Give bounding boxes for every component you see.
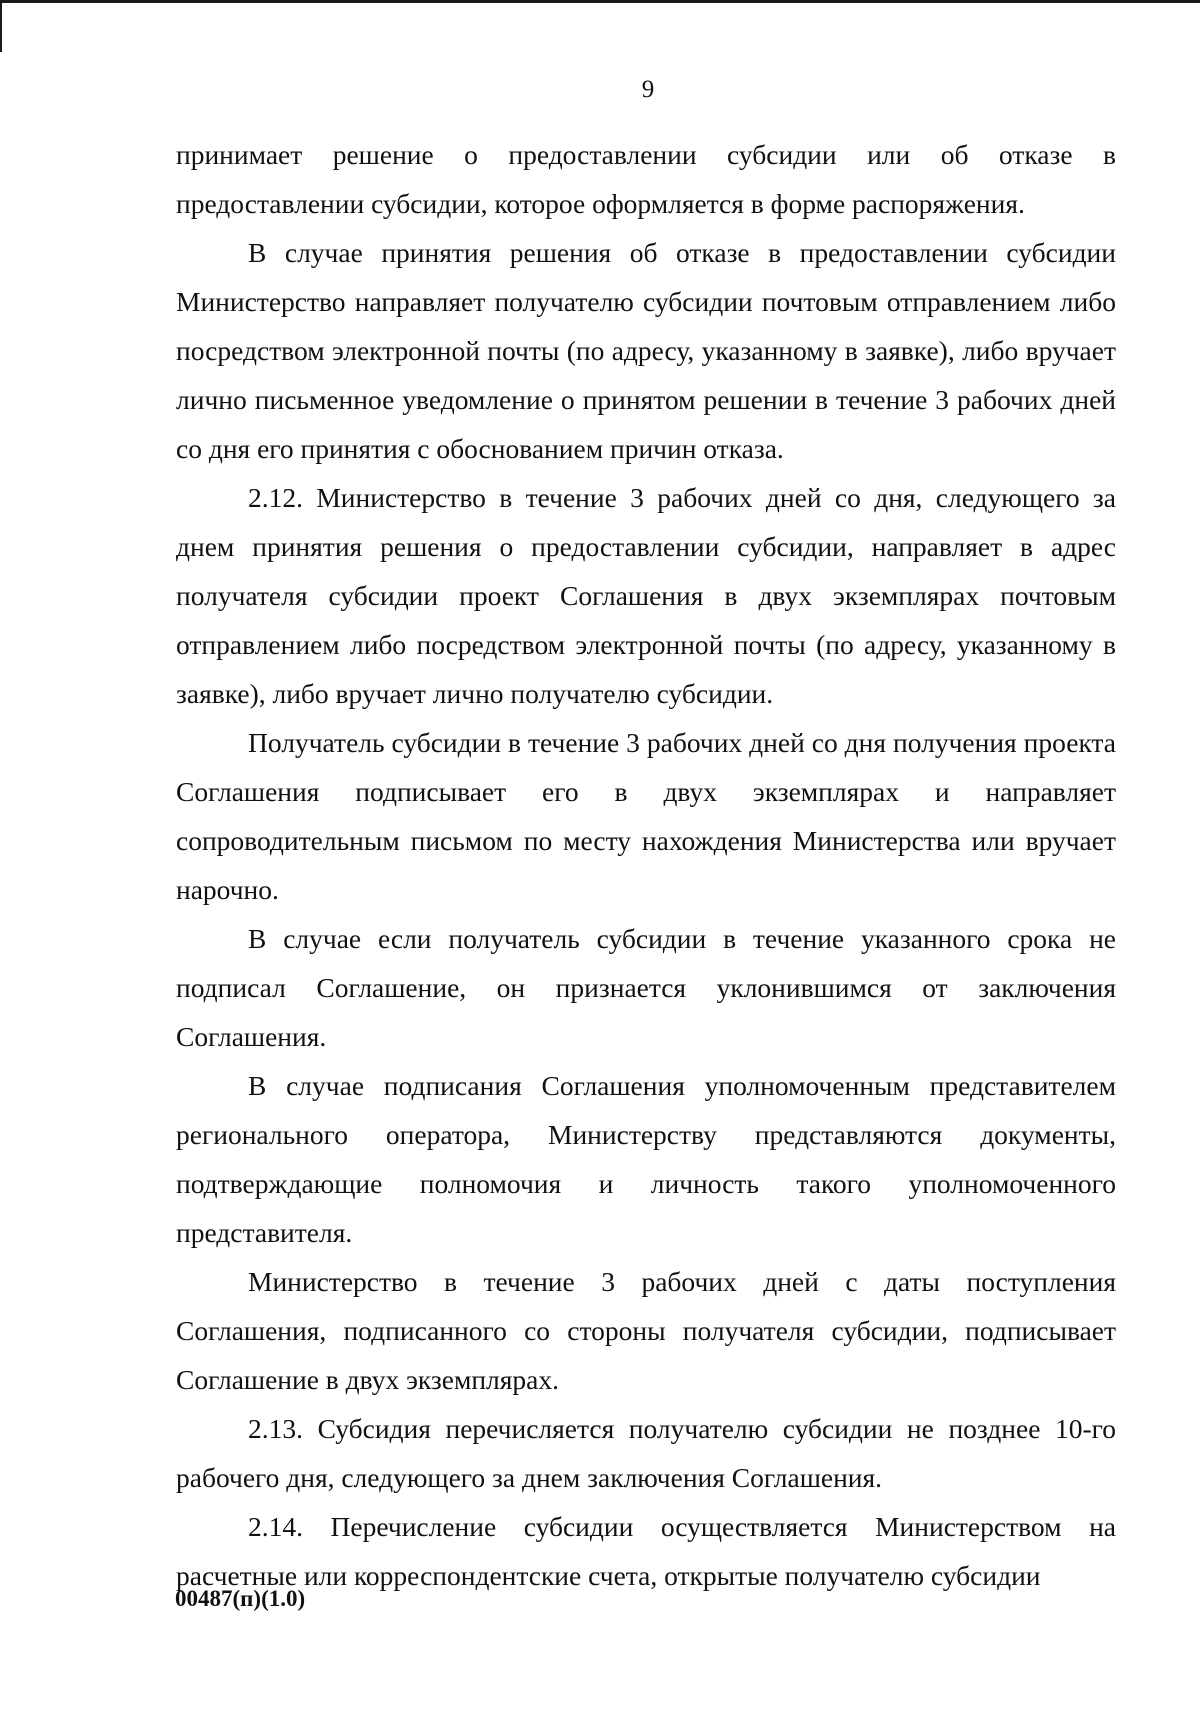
paragraph-representative: В случае подписания Соглашения уполномоченным представителем регионального оператора, Министерству представляются документы, подтверждающие полномочия и личность такого уполномоченного представителя. — [176, 1070, 1116, 1248]
paragraph-2-13: 2.13. Субсидия перечисляется получателю субсидии не позднее 10-го рабочего дня, следующего за днем заключения Соглашения. — [176, 1413, 1116, 1493]
scan-top-edge — [0, 0, 1200, 3]
paragraph-ministry-signing: Министерство в течение 3 рабочих дней с даты поступления Соглашения, подписанного со стороны получателя субсидии, подписывает Соглашение в двух экземплярах. — [176, 1266, 1116, 1395]
paragraph-2-12: 2.12. Министерство в течение 3 рабочих дней со дня, следующего за днем принятия решения о предоставлении субсидии, направляет в адрес получателя субсидии проект Соглашения в двух экземплярах почтовым отправлением либо посредством электронной почты (по адресу, указанному в заявке), либо вручает лично получателю субсидии. — [176, 482, 1116, 709]
paragraph-refusal-notice: В случае принятия решения об отказе в предоставлении субсидии Министерство направляет получателю субсидии почтовым отправлением либо посредством электронной почты (по адресу, указанному в заявке), либо вручает лично письменное уведомление о принятом решении в течение 3 рабочих дней со дня его принятия с обоснованием причин отказа. — [176, 237, 1116, 464]
document-code: 00487(п)(1.0) — [175, 1586, 306, 1611]
paragraph-2-14: 2.14. Перечисление субсидии осуществляется Министерством на расчетные или корреспондентские счета, открытые получателю субсидии — [176, 1511, 1116, 1591]
paragraph-evasion: В случае если получатель субсидии в течение указанного срока не подписал Соглашение, он признается уклонившимся от заключения Соглашения. — [176, 923, 1116, 1052]
document-body — [176, 130, 1116, 1600]
page-number: 9 — [641, 76, 655, 103]
paragraph-recipient-signing: Получатель субсидии в течение 3 рабочих дней со дня получения проекта Соглашения подписывает его в двух экземплярах и направляет сопроводительным письмом по месту нахождения Министерства или вручает нарочно. — [176, 727, 1116, 905]
scan-left-edge — [0, 0, 2, 52]
paragraph-continuation: принимает решение о предоставлении субсидии или об отказе в предоставлении субсидии, которое оформляется в форме распоряжения. — [176, 139, 1116, 219]
